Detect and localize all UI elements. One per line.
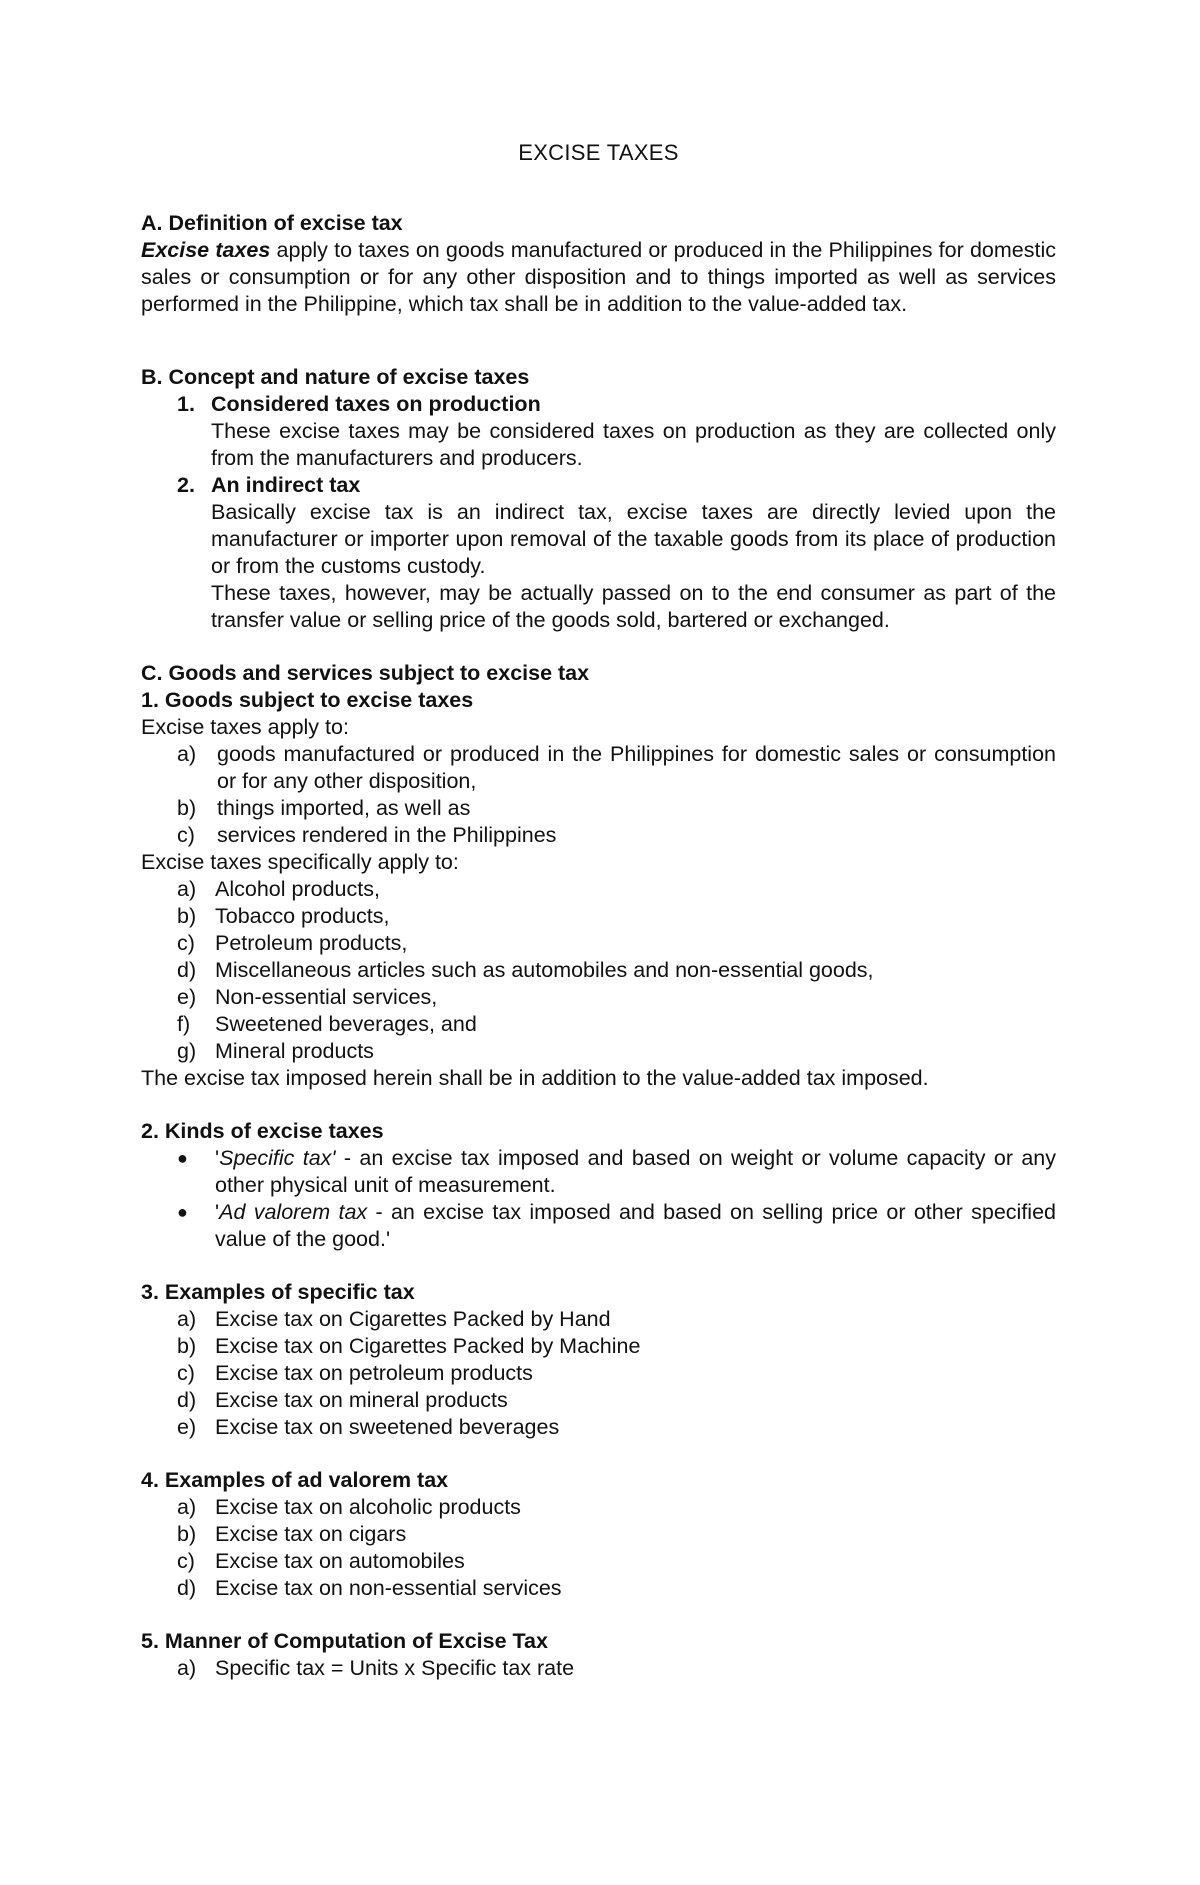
- ad-valorem-term: Ad valorem tax: [219, 1200, 368, 1224]
- list-item: [141, 1333, 1056, 1360]
- section-b-item-1: [141, 391, 1056, 472]
- list-text: Excise tax on cigars: [215, 1522, 407, 1546]
- list-item: [141, 795, 1056, 822]
- list-item: [141, 1655, 1056, 1682]
- list-text: Tobacco products,: [215, 904, 390, 928]
- list-marker: d): [177, 958, 197, 982]
- list-text: Excise tax on Cigarettes Packed by Hand: [215, 1307, 611, 1331]
- definition-text: - an excise tax imposed and based on selling price or other specified value of the good.': [215, 1200, 1056, 1251]
- list-marker: f): [177, 1012, 191, 1036]
- list-item: [141, 1548, 1056, 1575]
- list-text: Excise tax on sweetened beverages: [215, 1415, 560, 1439]
- list-item: [141, 1575, 1056, 1602]
- item-title: Considered taxes on production: [211, 392, 541, 416]
- list-item: [141, 1387, 1056, 1414]
- list-marker: b): [177, 1522, 197, 1546]
- list-text: Sweetened beverages, and: [215, 1012, 477, 1036]
- section-a: [141, 210, 1056, 318]
- list-item: [141, 930, 1056, 957]
- list-item: [141, 822, 1056, 849]
- list-text: Excise tax on automobiles: [215, 1549, 465, 1573]
- list-marker: b): [177, 904, 197, 928]
- list-marker: a): [177, 1495, 197, 1519]
- subsection-ad-valorem-examples: [141, 1467, 1056, 1602]
- quote-mark: ': [215, 1146, 220, 1170]
- list-text: Alcohol products,: [215, 877, 380, 901]
- subsection-heading: 1. Goods subject to excise taxes: [141, 688, 474, 712]
- list-marker: b): [177, 796, 197, 820]
- subsection-heading: 5. Manner of Computation of Excise Tax: [141, 1629, 548, 1653]
- section-a-heading: A. Definition of excise tax: [141, 211, 403, 235]
- list-text: Excise tax on mineral products: [215, 1388, 508, 1412]
- list-item: [141, 984, 1056, 1011]
- subsection-computation: [141, 1628, 1056, 1682]
- specifically-apply-list: [141, 876, 1056, 1065]
- subsection-heading: 3. Examples of specific tax: [141, 1280, 415, 1304]
- list-text: Non-essential services,: [215, 985, 438, 1009]
- list-item: [141, 1011, 1056, 1038]
- list-text: Excise tax on non-essential services: [215, 1576, 562, 1600]
- quote-mark: ': [215, 1200, 220, 1224]
- list-marker: d): [177, 1388, 197, 1412]
- item-paragraph: These taxes, however, may be actually passed on to the end consumer as part of the transfer value or selling price of the goods sold, bartered or exchanged.: [211, 581, 1056, 632]
- list-item: [141, 903, 1056, 930]
- list-item: [141, 741, 1056, 795]
- section-a-text: [141, 237, 1056, 318]
- list-marker: a): [177, 1307, 197, 1331]
- definition-text: - an excise tax imposed and based on weight or volume capacity or any other physical unit of measurement.: [215, 1146, 1056, 1197]
- bullet-icon: ●: [177, 1202, 188, 1222]
- list-item: [141, 957, 1056, 984]
- subsection-heading: 4. Examples of ad valorem tax: [141, 1468, 449, 1492]
- section-b-heading: B. Concept and nature of excise taxes: [141, 365, 530, 389]
- list-item: [141, 1414, 1056, 1441]
- list-text: services rendered in the Philippines: [217, 823, 557, 847]
- section-c-heading: C. Goods and services subject to excise tax: [141, 661, 590, 685]
- item-title: An indirect tax: [211, 473, 361, 497]
- list-text: Excise tax on Cigarettes Packed by Machine: [215, 1334, 641, 1358]
- list-text: Mineral products: [215, 1039, 374, 1063]
- list-text: goods manufactured or produced in the Philippines for domestic sales or consumption or for any other disposition,: [217, 742, 1056, 793]
- list-marker: a): [177, 742, 197, 766]
- bullet-text: [215, 1199, 1056, 1253]
- apply-to-list: [141, 741, 1056, 849]
- list-text: Excise tax on petroleum products: [215, 1361, 533, 1385]
- list-marker: e): [177, 985, 197, 1009]
- list-text: Excise tax on alcoholic products: [215, 1495, 521, 1519]
- list-text: things imported, as well as: [217, 796, 471, 820]
- bullet-icon: ●: [177, 1148, 188, 1168]
- bullet-item: [141, 1145, 1056, 1199]
- list-marker: b): [177, 1334, 197, 1358]
- specific-tax-term: Specific tax': [219, 1146, 336, 1170]
- page-title: EXCISE TAXES: [518, 140, 679, 165]
- list-item: [141, 1360, 1056, 1387]
- list-marker: c): [177, 931, 195, 955]
- list-text: Petroleum products,: [215, 931, 408, 955]
- list-item: [141, 1494, 1056, 1521]
- subsection-kinds: [141, 1118, 1056, 1253]
- list-item: [141, 1306, 1056, 1333]
- document-page: [141, 139, 1056, 1682]
- list-marker: d): [177, 1576, 197, 1600]
- item-number: 1.: [177, 392, 195, 416]
- list-marker: e): [177, 1415, 197, 1439]
- bullet-text: [215, 1145, 1056, 1199]
- list-item: [141, 876, 1056, 903]
- list-marker: g): [177, 1039, 197, 1063]
- item-number: 2.: [177, 473, 195, 497]
- list-marker: c): [177, 1549, 195, 1573]
- item-paragraph: These excise taxes may be considered taxes on production as they are collected only from the manufacturers and producers.: [211, 419, 1056, 470]
- list-marker: a): [177, 877, 197, 901]
- list-intro: Excise taxes apply to:: [141, 715, 349, 739]
- excise-taxes-term: Excise taxes: [141, 238, 271, 262]
- list-marker: a): [177, 1656, 197, 1680]
- section-c: [141, 660, 1056, 1682]
- section-a-body: apply to taxes on goods manufactured or produced in the Philippines for domestic sales or consumption or for any other disposition and to things imported as well as services performed in the Philippine, which tax shall be in addition to the value-added tax.: [141, 238, 1056, 316]
- list-marker: c): [177, 823, 195, 847]
- subsection-heading: 2. Kinds of excise taxes: [141, 1119, 384, 1143]
- subsection-goods-subject: [141, 687, 1056, 1092]
- bullet-item: [141, 1199, 1056, 1253]
- list-text: Miscellaneous articles such as automobiles and non-essential goods,: [215, 958, 874, 982]
- item-paragraph: Basically excise tax is an indirect tax, excise taxes are directly levied upon the manufacturer or importer upon removal of the taxable goods from its place of production or from the customs custody.: [211, 500, 1056, 578]
- section-b: [141, 364, 1056, 634]
- subsection-specific-examples: [141, 1279, 1056, 1441]
- list-intro: Excise taxes specifically apply to:: [141, 850, 459, 874]
- list-marker: c): [177, 1361, 195, 1385]
- list-item: [141, 1521, 1056, 1548]
- list-item: [141, 1038, 1056, 1065]
- list-text: Specific tax = Units x Specific tax rate: [215, 1656, 575, 1680]
- closing-note: The excise tax imposed herein shall be in addition to the value-added tax imposed.: [141, 1066, 929, 1090]
- section-b-item-2: [141, 472, 1056, 634]
